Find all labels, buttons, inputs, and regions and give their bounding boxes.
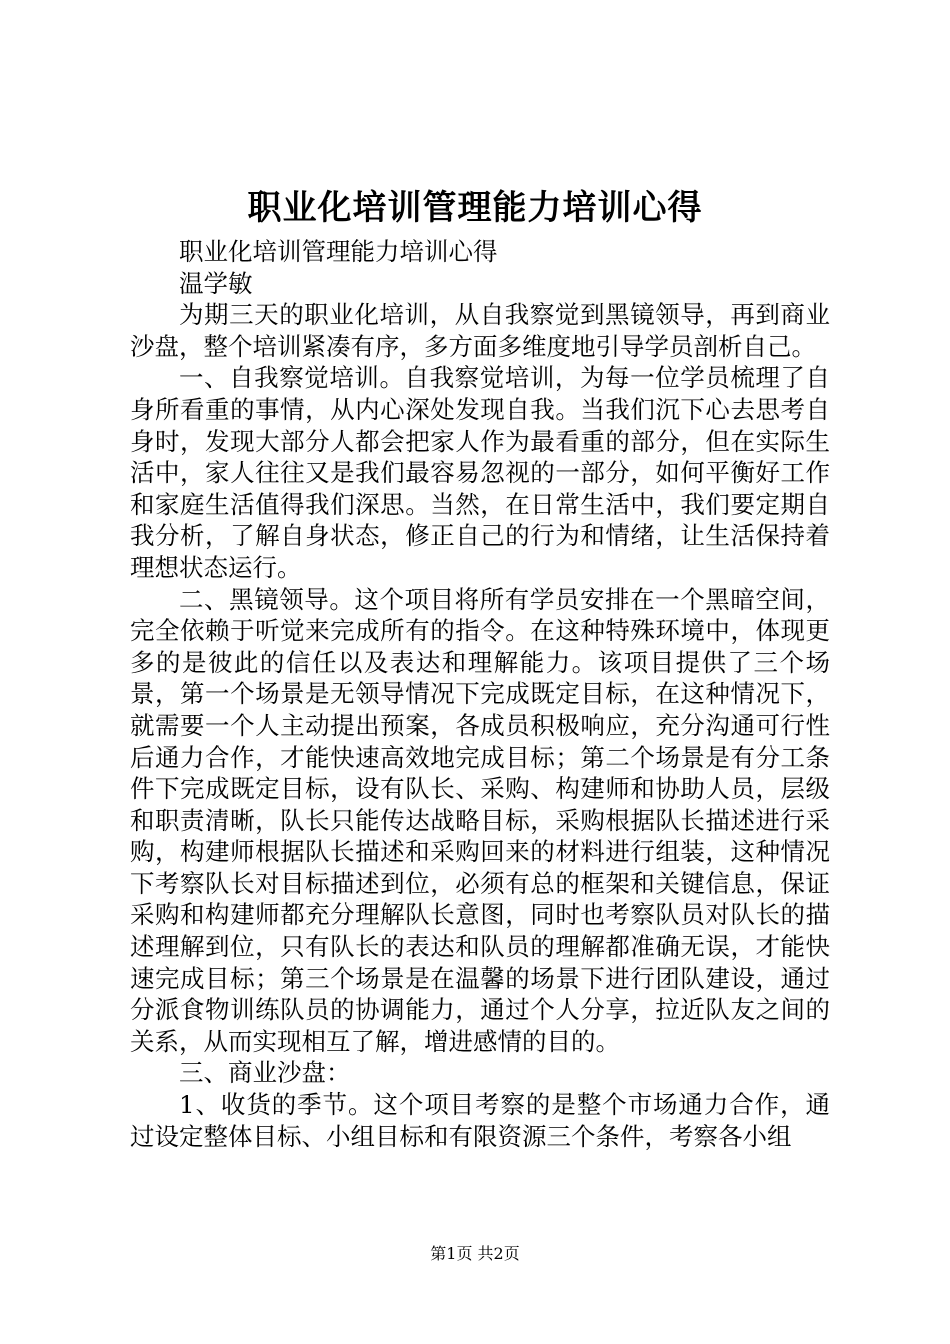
paragraph-intro: 为期三天的职业化培训，从自我察觉到黑镜领导，再到商业沙盘，整个培训紧凑有序，多方面多维度地引导学员剖析自己。 — [130, 300, 830, 361]
paragraph-section-2: 二、黑镜领导。这个项目将所有学员安排在一个黑暗空间，完全依赖于听觉来完成所有的指令。在这种特殊环境中，体现更多的是彼此的信任以及表达和理解能力。该项目提供了三个场景，第一个场景是无领导情况下完成既定目标，在这种情况下，就需要一个人主动提出预案，各成员积极响应，充分沟通可行性后通力合作，才能快速高效地完成目标；第二个场景是有分工条件下完成既定目标，设有队长、采购、构建师和协助人员，层级和职责清晰，队长只能传达战略目标，采购根据队长描述进行采购，构建师根据队长描述和采购回来的材料进行组装，这种情况下考察队长对目标描述到位，必须有总的框架和关键信息，保证采购和构建师都充分理解队长意图，同时也考察队员对队长的描述理解到位，只有队长的表达和队员的理解都准确无误，才能快速完成目标；第三个场景是在温馨的场景下进行团队建设，通过分派食物训练队员的协调能力，通过个人分享，拉近队友之间的关系，从而实现相互了解，增进感情的目的。 — [130, 584, 830, 1056]
paragraph-subtitle: 职业化培训管理能力培训心得 — [179, 237, 498, 266]
document-title: 职业化培训管理能力培训心得 — [247, 188, 703, 228]
document-body — [130, 236, 830, 1152]
paragraph-section-3-item-1: 1、收货的季节。这个项目考察的是整个市场通力合作，通过设定整体目标、小组目标和有限资源三个条件，考察各小组 — [130, 1090, 830, 1151]
paragraph-section-3-heading: 三、商业沙盘： — [179, 1058, 351, 1088]
paragraph-section-1: 一、自我察觉培训。自我察觉培训，为每一位学员梳理了自身所看重的事情，从内心深处发现自我。当我们沉下心去思考自身时，发现大部分人都会把家人作为最看重的部分，但在实际生活中，家人往往又是我们最容易忽视的一部分，如何平衡好工作和家庭生活值得我们深思。当然，在日常生活中，我们要定期自我分析，了解自身状态，修正自己的行为和情绪，让生活保持着理想状态运行。 — [130, 363, 830, 582]
page-number-footer: 第1页 共2页 — [430, 1244, 520, 1263]
paragraph-author: 温学敏 — [179, 268, 253, 298]
